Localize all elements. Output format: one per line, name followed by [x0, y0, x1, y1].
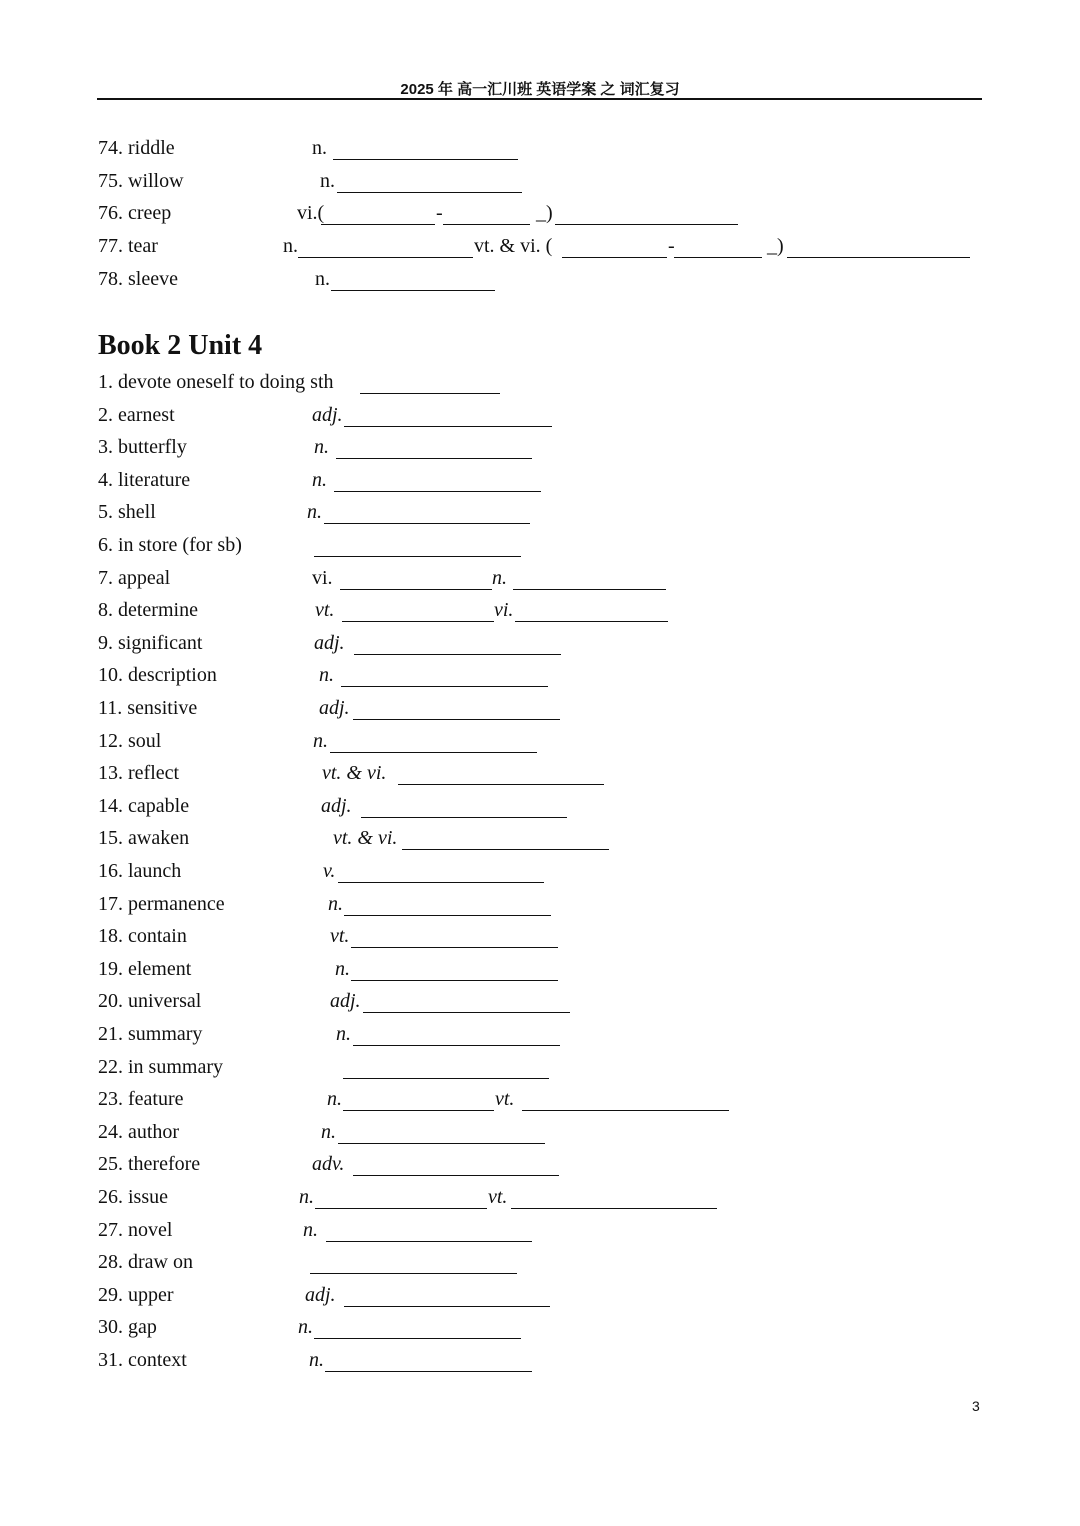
vocab-row	[0, 268, 1080, 298]
vocab-row	[0, 404, 1080, 434]
part-of-speech-label: -	[436, 202, 443, 225]
vocab-term: 16. launch	[98, 860, 182, 882]
answer-blank[interactable]	[338, 882, 544, 883]
answer-blank[interactable]	[344, 1306, 550, 1307]
vocab-row	[0, 827, 1080, 857]
answer-blank[interactable]	[351, 980, 558, 981]
vocab-row	[0, 893, 1080, 923]
vocab-term: 26. issue	[98, 1186, 168, 1208]
answer-blank[interactable]	[360, 393, 500, 394]
vocab-term: 24. author	[98, 1120, 180, 1143]
part-of-speech-label: vt. & vi.	[322, 762, 387, 785]
answer-blank[interactable]	[344, 426, 552, 427]
vocab-row	[0, 664, 1080, 694]
vocab-term: 11. sensitive	[98, 697, 198, 719]
vocab-term: 1. devote oneself to doing sth	[98, 371, 334, 393]
part-of-speech-label: vi.	[494, 599, 514, 622]
part-of-speech-label: vt.	[495, 1088, 515, 1111]
answer-blank[interactable]	[555, 224, 738, 225]
answer-blank[interactable]	[298, 257, 473, 258]
answer-blank[interactable]	[353, 1045, 560, 1046]
vocab-term: 22. in summary	[98, 1055, 223, 1078]
vocab-term: 78. sleeve	[98, 267, 178, 290]
vocab-row	[0, 1251, 1080, 1281]
part-of-speech-label: n.	[319, 664, 334, 687]
answer-blank[interactable]	[333, 159, 518, 160]
section-title: Book 2 Unit 4	[98, 330, 263, 361]
answer-blank[interactable]	[310, 1273, 517, 1274]
part-of-speech-label: n.	[312, 468, 327, 491]
part-of-speech-label: -	[668, 235, 675, 258]
answer-blank[interactable]	[351, 947, 558, 948]
answer-blank[interactable]	[443, 224, 530, 225]
part-of-speech-label: vi.(	[297, 202, 325, 225]
vocab-term: 14. capable	[98, 794, 190, 817]
part-of-speech-label: n.	[328, 892, 343, 915]
vocab-term: 12. soul	[98, 729, 162, 752]
answer-blank[interactable]	[353, 719, 560, 720]
part-of-speech-label: n.	[303, 1218, 318, 1241]
vocab-row	[0, 1316, 1080, 1346]
answer-blank[interactable]	[522, 1110, 729, 1111]
part-of-speech-label: vt. & vi.	[333, 827, 398, 850]
answer-blank[interactable]	[353, 1175, 559, 1176]
part-of-speech-label: vt.	[315, 599, 335, 622]
part-of-speech-label: n.	[314, 436, 329, 459]
vocab-term: 13. reflect	[98, 762, 180, 785]
part-of-speech-label: vt.	[330, 925, 350, 948]
vocab-term: 15. awaken	[98, 827, 190, 850]
vocab-term: 8. determine	[98, 599, 198, 622]
vocab-term: 9. significant	[98, 631, 203, 654]
vocab-row	[0, 1284, 1080, 1314]
part-of-speech-label: _)	[767, 235, 784, 258]
vocab-row	[0, 1056, 1080, 1086]
answer-blank[interactable]	[354, 654, 561, 655]
vocab-term: 3. butterfly	[98, 436, 187, 459]
part-of-speech-label: vt.	[488, 1186, 508, 1208]
vocab-row	[0, 958, 1080, 988]
vocab-row	[0, 762, 1080, 792]
vocab-row	[0, 730, 1080, 760]
answer-blank[interactable]	[330, 752, 537, 753]
part-of-speech-label: vi.	[312, 566, 333, 589]
part-of-speech-label: adj.	[305, 1283, 336, 1306]
vocab-term: 7. appeal	[98, 566, 171, 589]
answer-blank[interactable]	[331, 290, 495, 291]
answer-blank[interactable]	[363, 1012, 570, 1013]
answer-blank[interactable]	[343, 1110, 494, 1111]
part-of-speech-label: n.	[327, 1088, 342, 1111]
answer-blank[interactable]	[324, 523, 530, 524]
vocab-term: 74. riddle	[98, 137, 175, 159]
vocab-term: 23. feature	[98, 1088, 184, 1111]
header-rule	[97, 98, 982, 100]
vocab-row	[0, 860, 1080, 890]
vocab-row	[0, 1153, 1080, 1183]
part-of-speech-label: n.	[312, 137, 327, 159]
answer-blank[interactable]	[402, 849, 609, 850]
vocab-term: 75. willow	[98, 169, 184, 192]
vocab-term: 28. draw on	[98, 1251, 193, 1274]
vocab-row	[0, 469, 1080, 499]
vocab-row	[0, 1349, 1080, 1379]
answer-blank[interactable]	[787, 257, 970, 258]
answer-blank[interactable]	[361, 817, 567, 818]
part-of-speech-label: adj.	[330, 990, 361, 1013]
answer-blank[interactable]	[337, 192, 522, 193]
answer-blank[interactable]	[341, 686, 548, 687]
answer-blank[interactable]	[515, 621, 668, 622]
answer-blank[interactable]	[314, 1338, 521, 1339]
answer-blank[interactable]	[338, 1143, 545, 1144]
vocab-term: 17. permanence	[98, 892, 225, 915]
part-of-speech-label: adj.	[319, 697, 350, 719]
part-of-speech-label: n.	[298, 1316, 313, 1339]
vocab-row	[0, 1219, 1080, 1249]
vocab-row	[0, 990, 1080, 1020]
vocab-row	[0, 795, 1080, 825]
part-of-speech-label: vt. & vi. (	[474, 235, 553, 258]
vocab-term: 5. shell	[98, 501, 156, 524]
part-of-speech-label: n.	[315, 267, 330, 290]
vocab-term: 77. tear	[98, 235, 158, 258]
vocab-row	[0, 632, 1080, 662]
vocab-row	[0, 1121, 1080, 1151]
vocab-row	[0, 697, 1080, 727]
page-header: 2025 年 高一汇川班 英语学案 之 词汇复习	[400, 81, 680, 98]
part-of-speech-label: n.	[299, 1186, 314, 1208]
vocab-row	[0, 534, 1080, 564]
answer-blank[interactable]	[340, 589, 492, 590]
vocab-row	[0, 1088, 1080, 1118]
vocab-term: 76. creep	[98, 202, 172, 225]
part-of-speech-label: n.	[335, 957, 350, 980]
part-of-speech-label: n.	[283, 235, 298, 258]
part-of-speech-label: n.	[313, 729, 328, 752]
answer-blank[interactable]	[336, 458, 532, 459]
vocab-term: 31. context	[98, 1349, 187, 1371]
vocab-term: 20. universal	[98, 990, 202, 1013]
answer-blank[interactable]	[314, 556, 521, 557]
vocab-term: 2. earnest	[98, 403, 175, 426]
answer-blank[interactable]	[334, 491, 541, 492]
vocab-row	[0, 599, 1080, 629]
vocab-term: 25. therefore	[98, 1153, 201, 1176]
vocab-term: 18. contain	[98, 925, 187, 948]
vocab-term: 4. literature	[98, 468, 191, 491]
part-of-speech-label: _)	[536, 202, 553, 225]
part-of-speech-label: adv.	[312, 1153, 345, 1176]
vocab-row	[0, 235, 1080, 265]
answer-blank[interactable]	[674, 257, 762, 258]
answer-blank[interactable]	[511, 1208, 717, 1209]
vocab-row	[0, 202, 1080, 232]
answer-blank[interactable]	[342, 621, 494, 622]
answer-blank[interactable]	[325, 1371, 532, 1372]
vocab-row	[0, 567, 1080, 597]
vocab-row	[0, 436, 1080, 466]
vocab-row	[0, 501, 1080, 531]
vocab-term: 10. description	[98, 664, 217, 687]
part-of-speech-label: adj.	[321, 794, 352, 817]
answer-blank[interactable]	[344, 915, 551, 916]
answer-blank[interactable]	[562, 257, 667, 258]
part-of-speech-label: adj.	[314, 631, 345, 654]
answer-blank[interactable]	[315, 1208, 487, 1209]
part-of-speech-label: adj.	[312, 403, 343, 426]
answer-blank[interactable]	[398, 784, 604, 785]
vocab-row	[0, 371, 1080, 401]
part-of-speech-label: n.	[321, 1120, 336, 1143]
vocab-term: 21. summary	[98, 1023, 203, 1045]
part-of-speech-label: n.	[307, 501, 322, 524]
vocab-term: 30. gap	[98, 1316, 157, 1339]
vocab-row	[0, 925, 1080, 955]
vocab-term: 27. novel	[98, 1218, 173, 1241]
answer-blank[interactable]	[513, 589, 666, 590]
answer-blank[interactable]	[326, 1241, 532, 1242]
vocab-term: 19. element	[98, 957, 192, 980]
vocab-row	[0, 1023, 1080, 1053]
vocab-term: 29. upper	[98, 1283, 174, 1306]
vocab-row	[0, 1186, 1080, 1216]
part-of-speech-label: n.	[320, 169, 335, 192]
part-of-speech-label: v.	[323, 860, 336, 882]
part-of-speech-label: n.	[309, 1349, 324, 1371]
vocab-row	[0, 170, 1080, 200]
answer-blank[interactable]	[343, 1078, 549, 1079]
vocab-term: 6. in store (for sb)	[98, 534, 242, 556]
part-of-speech-label: n.	[492, 566, 507, 589]
part-of-speech-label: n.	[336, 1023, 351, 1045]
page-number: 3	[972, 1398, 980, 1414]
vocab-row	[0, 137, 1080, 167]
answer-blank[interactable]	[321, 224, 435, 225]
